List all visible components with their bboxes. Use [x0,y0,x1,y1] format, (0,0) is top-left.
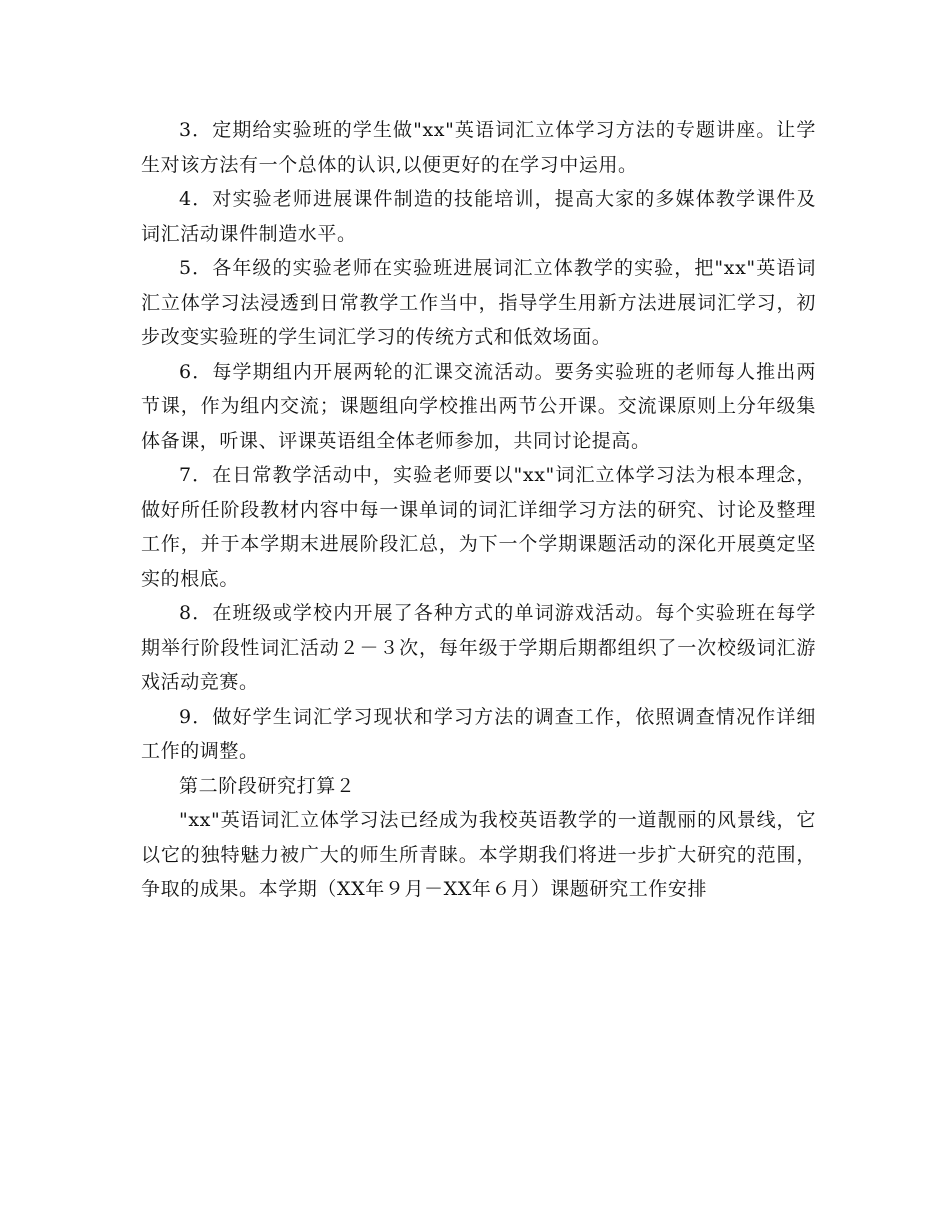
paragraph-item-9: 9．做好学生词汇学习现状和学习方法的调查工作，依照调查情况作详细工作的调整。 [141,705,816,762]
paragraph-item-5: 5．各年级的实验老师在实验班进展词汇立体教学的实验，把"xx"英语词汇立体学习法浸透到日常教学工作当中，指导学生用新方法进展词汇学习，初步改变实验班的学生词汇学习的传统方式和低效场面。 [141,257,816,348]
section-heading: 第二阶段研究打算２ [179,774,356,797]
paragraph-item-8: 8．在班级或学校内开展了各种方式的单词游戏活动。每个实验班在每学期举行阶段性词汇活动２－３次，每年级于学期后期都组织了一次校级词汇游戏活动竞赛。 [141,602,816,693]
paragraph-item-4: 4．对实验老师进展课件制造的技能培训，提高大家的多媒体教学课件及词汇活动课件制造水平。 [141,188,816,245]
section-intro-paragraph: "xx"英语词汇立体学习法已经成为我校英语教学的一道靓丽的风景线，它以它的独特魅力被广大的师生所青睐。本学期我们将进一步扩大研究的范围，争取的成果。本学期（XX年９月－XX年６月）课题研究工作安排 [141,809,816,900]
paragraph-item-3: 3．定期给实验班的学生做"xx"英语词汇立体学习方法的专题讲座。让学生对该方法有一个总体的认识,以便更好的在学习中运用。 [141,119,816,176]
paragraph-item-7: 7．在日常教学活动中，实验老师要以"xx"词汇立体学习法为根本理念，做好所任阶段教材内容中每一课单词的词汇详细学习方法的研究、讨论及整理工作，并于本学期末进展阶段汇总，为下一个学期课题活动的深化开展奠定坚实的根底。 [141,464,816,590]
paragraph-item-6: 6．每学期组内开展两轮的汇课交流活动。要务实验班的老师每人推出两节课，作为组内交流；课题组向学校推出两节公开课。交流课原则上分年级集体备课，听课、评课英语组全体老师参加，共同讨论提高。 [141,360,816,452]
document-body [141,113,816,907]
